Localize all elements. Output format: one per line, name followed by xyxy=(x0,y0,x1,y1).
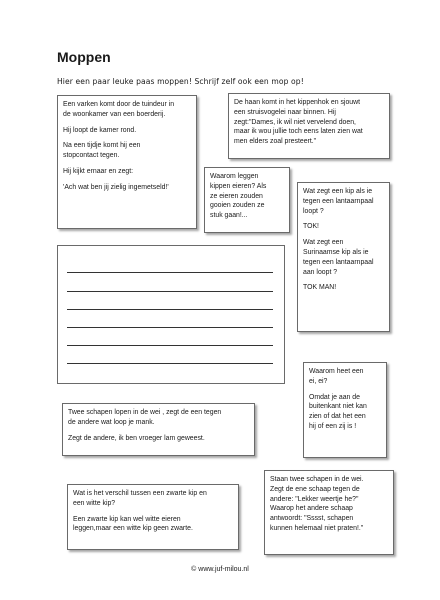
footer-copyright: © www.juf-milou.nl xyxy=(191,566,249,573)
write-line[interactable] xyxy=(67,291,273,292)
write-line[interactable] xyxy=(67,327,273,328)
joke-text: Na een tijdje komt hij een stopcontact tegen. xyxy=(63,142,141,160)
joke-text: Hij loopt de kamer rond. xyxy=(63,126,137,134)
page-subtitle: Hier een paar leuke paas moppen! Schrijf zelf ook een mop op! xyxy=(57,77,304,86)
joke-text: Omdat je aan de buitenkant niet kan zien of dat het een hij of een zij is ! xyxy=(309,393,367,430)
joke-text: Waarom heet een ei, ei? xyxy=(309,368,364,385)
joke-box-varken xyxy=(57,95,197,229)
joke-text: Twee schapen lopen in de wei , zegt de een tegen de andere wat loop je mank. xyxy=(68,409,222,426)
joke-box-weertje xyxy=(264,470,394,555)
write-line[interactable] xyxy=(67,345,273,346)
write-line[interactable] xyxy=(67,363,273,364)
joke-box-haan xyxy=(228,93,390,159)
page-title: Moppen xyxy=(57,49,111,65)
joke-text: 'Ach wat ben jij zielig ingemetseld!' xyxy=(63,183,169,191)
joke-text: Waarom leggen kippen eieren? Als ze eieren zouden gooien zouden ze stuk gaan!... xyxy=(210,173,267,220)
write-line[interactable] xyxy=(67,272,273,273)
write-your-own-joke-area[interactable] xyxy=(57,245,285,384)
write-line[interactable] xyxy=(67,309,273,310)
joke-box-kippen xyxy=(204,167,290,233)
joke-text: Een varken komt door de tuindeur in de woonkamer van een boerderij. xyxy=(63,101,175,118)
joke-text: Zegt de andere, ik ben vroeger lam geweest. xyxy=(68,434,205,442)
joke-text: Wat zegt een Surinaamse kip als ie tegen een lantaarnpaal aan loopt ? xyxy=(303,239,374,276)
joke-box-lantaarnpaal xyxy=(297,182,390,332)
joke-text: Wat zegt een kip als ie tegen een lantaarnpaal loopt ? xyxy=(303,188,374,215)
joke-text: Staan twee schapen in de wei. Zegt de ene schaap tegen de andere: "Lekker weertje he?" Waarop het andere schaap antwoordt: "Sssst, schapen kunnen helemaal niet praten!." xyxy=(270,476,364,532)
joke-text: TOK MAN! xyxy=(303,284,337,292)
joke-text: Wat is het verschil tussen een zwarte kip en een witte kip? xyxy=(73,490,207,507)
joke-box-lam xyxy=(62,403,255,456)
joke-box-zwartekip xyxy=(67,484,239,550)
joke-text: Een zwarte kip kan wel witte eieren leggen,maar een witte kip geen zwarte. xyxy=(73,515,193,533)
joke-box-ei xyxy=(303,362,387,458)
joke-text: De haan komt in het kippenhok en sjouwt een struisvogelei naar binnen. Hij zegt:"Dames, ik wil niet vervelend doen, maar ik wou jullie toch eens laten zien wat men elders zoal presteert." xyxy=(234,99,363,146)
joke-text: TOK! xyxy=(303,223,319,231)
joke-text: Hij kijkt ernaar en zegt: xyxy=(63,167,134,175)
